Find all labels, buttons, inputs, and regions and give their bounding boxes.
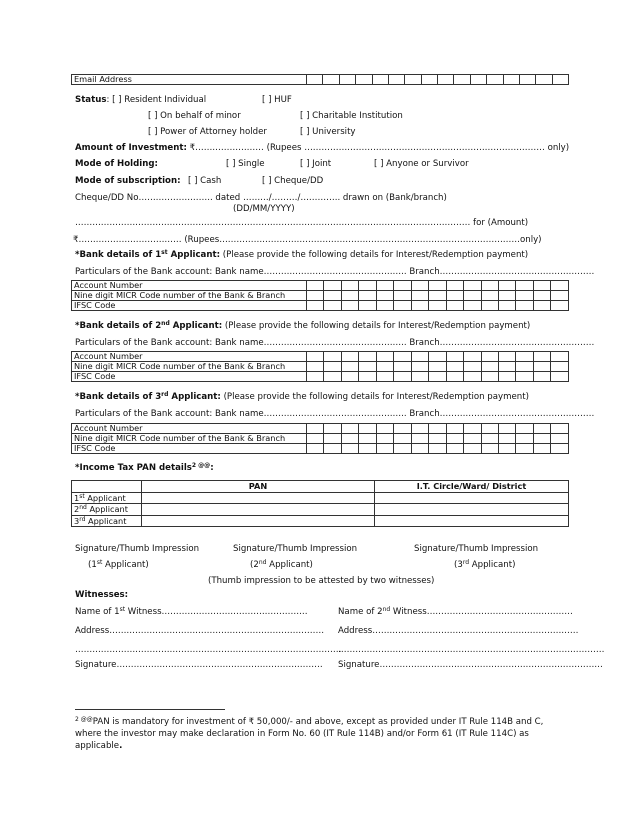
digit-box[interactable] [551, 301, 569, 311]
digit-box[interactable] [533, 291, 550, 301]
digit-box[interactable] [376, 424, 393, 434]
status-university[interactable]: [ ] University [300, 127, 356, 137]
digit-box[interactable] [498, 281, 515, 291]
digit-box[interactable] [376, 352, 393, 362]
digit-box[interactable] [516, 362, 533, 372]
bank1-heading [75, 250, 528, 260]
signature-applicant-2: (2nd Applicant) [250, 559, 313, 570]
digit-box[interactable] [429, 301, 446, 311]
bank1-account-number-label: Account Number [72, 281, 307, 291]
digit-box[interactable] [481, 362, 498, 372]
digit-box[interactable] [516, 281, 533, 291]
digit-box[interactable] [394, 434, 411, 444]
email-table [71, 74, 569, 85]
digit-box[interactable] [394, 424, 411, 434]
digit-box[interactable] [394, 444, 411, 454]
digit-box[interactable] [516, 434, 533, 444]
digit-box[interactable] [516, 301, 533, 311]
pan-col-header: PAN [142, 481, 375, 493]
subscription-label: Mode of subscription: [75, 176, 181, 186]
bank3-ifsc-label: IFSC Code [72, 444, 307, 454]
digit-box[interactable] [429, 281, 446, 291]
digit-box[interactable] [481, 372, 498, 382]
email-box[interactable] [470, 75, 486, 85]
digit-box[interactable] [411, 424, 428, 434]
digit-box[interactable] [359, 281, 376, 291]
bank3-heading-text: *Bank details of 3 [75, 392, 162, 402]
digit-box[interactable] [359, 372, 376, 382]
digit-box[interactable] [533, 362, 550, 372]
holding-label: Mode of Holding: [75, 159, 158, 169]
digit-box[interactable] [411, 352, 428, 362]
it-circle-input-2[interactable] [375, 504, 569, 516]
digit-box[interactable] [446, 362, 463, 372]
status-minor[interactable]: [ ] On behalf of minor [148, 111, 241, 121]
digit-box[interactable] [341, 352, 358, 362]
digit-box[interactable] [411, 362, 428, 372]
digit-box[interactable] [394, 281, 411, 291]
digit-box[interactable] [376, 444, 393, 454]
digit-box[interactable] [324, 352, 341, 362]
witness2-name[interactable]: Name of 2nd Witness…………………………………………… [338, 606, 573, 617]
bank2-micr-label: Nine digit MICR Code number of the Bank & Branch [72, 362, 307, 372]
digit-box[interactable] [394, 301, 411, 311]
digit-box[interactable] [307, 434, 324, 444]
digit-box[interactable] [533, 301, 550, 311]
digit-box[interactable] [498, 424, 515, 434]
digit-box[interactable] [516, 424, 533, 434]
bank3-table [71, 423, 569, 454]
digit-box[interactable] [464, 301, 481, 311]
signature-label-2[interactable]: Signature/Thumb Impression [233, 544, 358, 554]
digit-box[interactable] [429, 424, 446, 434]
rupee-icon: ₹ [73, 235, 79, 245]
digit-box[interactable] [324, 301, 341, 311]
footnote-marker: 2 @@ [75, 716, 93, 723]
digit-box[interactable] [446, 301, 463, 311]
table-row [72, 362, 569, 372]
digit-box[interactable] [307, 372, 324, 382]
pan-table [71, 480, 569, 527]
digit-box[interactable] [481, 434, 498, 444]
bank3-heading-sup: rd [161, 391, 169, 398]
digit-box[interactable] [551, 444, 569, 454]
digit-box[interactable] [498, 352, 515, 362]
email-box[interactable] [388, 75, 404, 85]
witness2-address[interactable]: Address……………………………………………………………… [338, 626, 579, 636]
rupees-words-row [73, 235, 542, 245]
signature-label-3[interactable]: Signature/Thumb Impression [414, 544, 539, 554]
digit-box[interactable] [551, 372, 569, 382]
email-label: Email Address [72, 75, 307, 85]
it-circle-col-header: I.T. Circle/Ward/ District [375, 481, 569, 493]
digit-box[interactable] [376, 362, 393, 372]
digit-box[interactable] [464, 434, 481, 444]
digit-box[interactable] [341, 444, 358, 454]
digit-box[interactable] [411, 291, 428, 301]
subscription-cash[interactable]: [ ] Cash [188, 176, 222, 186]
digit-box[interactable] [516, 352, 533, 362]
digit-box[interactable] [324, 444, 341, 454]
digit-box[interactable] [394, 352, 411, 362]
digit-box[interactable] [551, 434, 569, 444]
digit-box[interactable] [498, 434, 515, 444]
table-row [72, 424, 569, 434]
thumb-attest-note: (Thumb impression to be attested by two witnesses) [208, 576, 435, 586]
digit-box[interactable] [429, 362, 446, 372]
digit-box[interactable] [551, 362, 569, 372]
digit-box[interactable] [429, 291, 446, 301]
email-box[interactable] [438, 75, 454, 85]
witness2-signature[interactable]: Signature…………………………………………………………………… [338, 660, 603, 670]
pan-input-2[interactable] [142, 504, 375, 516]
witness1-address-line2[interactable]: ………………………………………………………………………………… [75, 645, 342, 655]
digit-box[interactable] [341, 291, 358, 301]
cheque-date-format: (DD/MM/YYYY) [233, 204, 295, 214]
digit-box[interactable] [516, 372, 533, 382]
holding-single[interactable]: [ ] Single [226, 159, 265, 169]
digit-box[interactable] [464, 281, 481, 291]
pan-row-label-1: 1st Applicant [72, 492, 142, 504]
signature-applicant-1: (1st Applicant) [88, 559, 149, 570]
rupee-icon: ₹ [189, 143, 196, 153]
email-box[interactable] [519, 75, 535, 85]
witness1-signature[interactable]: Signature……………………………………………………………… [75, 660, 323, 670]
digit-box[interactable] [516, 291, 533, 301]
bank2-heading-post: Applicant: [169, 321, 223, 331]
cheque-line[interactable]: Cheque/DD No…………………….. dated ………/………/………….. drawn on (Bank/branch) [75, 193, 447, 203]
digit-box[interactable] [481, 301, 498, 311]
digit-box[interactable] [411, 434, 428, 444]
email-box[interactable] [323, 75, 339, 85]
digit-box[interactable] [376, 281, 393, 291]
digit-box[interactable] [324, 291, 341, 301]
digit-box[interactable] [533, 434, 550, 444]
digit-box[interactable] [533, 281, 550, 291]
pan-row-label-2: 2nd Applicant [72, 504, 142, 516]
it-circle-input-1[interactable] [375, 492, 569, 504]
digit-box[interactable] [324, 424, 341, 434]
digit-box[interactable] [359, 291, 376, 301]
digit-box[interactable] [481, 352, 498, 362]
bank1-heading-text: *Bank details of 1 [75, 250, 162, 260]
digit-box[interactable] [376, 434, 393, 444]
email-box[interactable] [405, 75, 421, 85]
email-box[interactable] [307, 75, 323, 85]
digit-box[interactable] [464, 362, 481, 372]
digit-box[interactable] [429, 372, 446, 382]
bank1-note: (Please provide the following details for Interest/Redemption payment) [222, 250, 529, 260]
witness1-address[interactable]: Address………………………………………………………………… [75, 626, 325, 636]
digit-box[interactable] [307, 281, 324, 291]
pan-heading-sup: 2 @@ [191, 462, 211, 469]
digit-box[interactable] [411, 301, 428, 311]
digit-box[interactable] [341, 372, 358, 382]
digit-box[interactable] [446, 291, 463, 301]
cheque-amount-line[interactable]: ………………………………………………………………………………………………………………………… for (Amount) [75, 218, 529, 228]
bank1-heading-post: Applicant: [167, 250, 221, 260]
digit-box[interactable] [376, 291, 393, 301]
bank3-heading [75, 392, 529, 402]
table-row [72, 481, 569, 493]
email-box[interactable] [372, 75, 388, 85]
digit-box[interactable] [464, 352, 481, 362]
email-box[interactable] [536, 75, 552, 85]
email-box[interactable] [421, 75, 437, 85]
digit-box[interactable] [411, 372, 428, 382]
digit-box[interactable] [533, 424, 550, 434]
digit-box[interactable] [464, 372, 481, 382]
status-label: Status [75, 95, 107, 105]
status-huf[interactable]: [ ] HUF [262, 95, 292, 105]
digit-box[interactable] [551, 291, 569, 301]
footnote-line-1: $^{2 @@}$PAN is mandatory for investment of ₹ 50,000/- and above, except as provided under IT Rule 114B and C, [75, 716, 544, 727]
digit-box[interactable] [394, 372, 411, 382]
digit-box[interactable] [341, 424, 358, 434]
digit-box[interactable] [551, 281, 569, 291]
email-box[interactable] [487, 75, 503, 85]
digit-box[interactable] [307, 424, 324, 434]
email-box[interactable] [454, 75, 470, 85]
bank1-ifsc-label: IFSC Code [72, 301, 307, 311]
table-row [72, 372, 569, 382]
digit-box[interactable] [324, 362, 341, 372]
digit-box[interactable] [359, 352, 376, 362]
table-row [72, 281, 569, 291]
pan-header-blank [72, 481, 142, 493]
pan-row-label-3: 3rd Applicant [72, 515, 142, 527]
bank1-particulars[interactable]: Particulars of the Bank account: Bank name………………………………………….. Branch……………………………………………… [75, 267, 595, 277]
bank3-note: (Please provide the following details for Interest/Redemption payment) [223, 392, 529, 402]
digit-box[interactable] [464, 424, 481, 434]
status-charitable[interactable]: [ ] Charitable Institution [300, 111, 403, 121]
table-row [72, 444, 569, 454]
digit-box[interactable] [411, 444, 428, 454]
digit-box[interactable] [446, 281, 463, 291]
digit-box[interactable] [498, 444, 515, 454]
digit-box[interactable] [446, 352, 463, 362]
bank2-account-number-label: Account Number [72, 352, 307, 362]
pan-heading-colon: : [210, 463, 214, 473]
table-row [72, 291, 569, 301]
table-row [72, 352, 569, 362]
digit-box[interactable] [533, 352, 550, 362]
digit-box[interactable] [324, 372, 341, 382]
signature-label-1[interactable]: Signature/Thumb Impression [75, 544, 200, 554]
digit-box[interactable] [324, 434, 341, 444]
digit-box[interactable] [341, 281, 358, 291]
digit-box[interactable] [498, 291, 515, 301]
bank2-heading [75, 321, 530, 331]
bank3-particulars[interactable]: Particulars of the Bank account: Bank name………………………………………….. Branch……………………………………………… [75, 409, 595, 419]
bank3-micr-label: Nine digit MICR Code number of the Bank & Branch [72, 434, 307, 444]
digit-box[interactable] [307, 444, 324, 454]
digit-box[interactable] [481, 291, 498, 301]
table-row [72, 301, 569, 311]
bank1-heading-sup: st [161, 249, 168, 256]
digit-box[interactable] [394, 362, 411, 372]
pan-input-3[interactable] [142, 515, 375, 527]
digit-box[interactable] [498, 372, 515, 382]
pan-heading-text: *Income Tax PAN details [75, 463, 192, 473]
digit-box[interactable] [307, 301, 324, 311]
subscription-cheque[interactable]: [ ] Cheque/DD [262, 176, 324, 186]
digit-box[interactable] [551, 424, 569, 434]
digit-box[interactable] [376, 301, 393, 311]
holding-anyone-survivor[interactable]: [ ] Anyone or Survivor [374, 159, 469, 169]
status-poa-holder[interactable]: [ ] Power of Attorney holder [148, 127, 267, 137]
bank3-account-number-label: Account Number [72, 424, 307, 434]
bank1-micr-label: Nine digit MICR Code number of the Bank & Branch [72, 291, 307, 301]
digit-box[interactable] [359, 444, 376, 454]
digit-box[interactable] [411, 281, 428, 291]
email-box[interactable] [552, 75, 568, 85]
footnote-line-3: applicable. [75, 741, 123, 751]
signature-applicant-3: (3rd Applicant) [454, 559, 516, 570]
digit-box[interactable] [324, 281, 341, 291]
table-row [72, 434, 569, 444]
bank2-heading-text: *Bank details of 2 [75, 321, 162, 331]
digit-box[interactable] [359, 434, 376, 444]
digit-box[interactable] [533, 444, 550, 454]
digit-box[interactable] [516, 444, 533, 454]
pan-heading [75, 463, 214, 473]
digit-box[interactable] [446, 372, 463, 382]
digit-box[interactable] [481, 281, 498, 291]
holding-joint[interactable]: [ ] Joint [300, 159, 332, 169]
it-circle-input-3[interactable] [375, 515, 569, 527]
digit-box[interactable] [359, 301, 376, 311]
digit-box[interactable] [446, 444, 463, 454]
status-resident-individual[interactable]: [ ] Resident Individual [112, 95, 207, 105]
digit-box[interactable] [464, 291, 481, 301]
digit-box[interactable] [307, 291, 324, 301]
digit-box[interactable] [446, 424, 463, 434]
digit-box[interactable] [429, 434, 446, 444]
digit-box[interactable] [446, 434, 463, 444]
digit-box[interactable] [481, 424, 498, 434]
digit-box[interactable] [498, 362, 515, 372]
rupee-icon: ₹ [248, 717, 255, 727]
digit-box[interactable] [359, 424, 376, 434]
witness2-address-line2[interactable]: ………………………………………………………………………………… [338, 645, 605, 655]
footnote-separator [75, 709, 225, 710]
investment-row [75, 143, 569, 153]
digit-box[interactable] [429, 352, 446, 362]
digit-box[interactable] [551, 352, 569, 362]
bank1-table [71, 280, 569, 311]
digit-box[interactable] [341, 301, 358, 311]
digit-box[interactable] [464, 444, 481, 454]
digit-box[interactable] [341, 434, 358, 444]
investment-label: Amount of Investment: [75, 143, 187, 153]
bank3-heading-post: Applicant: [168, 392, 221, 402]
footnote-line-2: where the investor may make declaration in Form No. 60 (IT Rule 114B) and/or Form 61 (IT Rule 114C) as [75, 729, 529, 739]
status-row-1: Status: [ ] Resident Individual [75, 95, 207, 105]
table-row [72, 492, 569, 504]
bank2-heading-sup: nd [161, 320, 170, 327]
pan-input-1[interactable] [142, 492, 375, 504]
rupees-words-line[interactable]: ……………………………… (Rupees……………………………………………………………………………………………only) [78, 235, 542, 245]
table-row [72, 504, 569, 516]
bank2-table [71, 351, 569, 382]
bank2-ifsc-label: IFSC Code [72, 372, 307, 382]
digit-box[interactable] [307, 352, 324, 362]
digit-box[interactable] [359, 362, 376, 372]
witness1-name[interactable]: Name of 1st Witness…………………………………………… [75, 606, 308, 617]
digit-box[interactable] [533, 372, 550, 382]
table-row [72, 515, 569, 527]
investment-blank[interactable]: …………………… (Rupees ………………………………………………………………………… only) [195, 143, 570, 153]
digit-box[interactable] [498, 301, 515, 311]
digit-box[interactable] [376, 372, 393, 382]
email-box[interactable] [503, 75, 519, 85]
digit-box[interactable] [394, 291, 411, 301]
digit-box[interactable] [341, 362, 358, 372]
bank2-note: (Please provide the following details for Interest/Redemption payment) [224, 321, 531, 331]
digit-box[interactable] [429, 444, 446, 454]
digit-box[interactable] [307, 362, 324, 372]
witnesses-heading: Witnesses: [75, 590, 129, 600]
bank2-particulars[interactable]: Particulars of the Bank account: Bank name………………………………………….. Branch……………………………………………… [75, 338, 595, 348]
email-box[interactable] [339, 75, 355, 85]
email-box[interactable] [356, 75, 372, 85]
digit-box[interactable] [481, 444, 498, 454]
